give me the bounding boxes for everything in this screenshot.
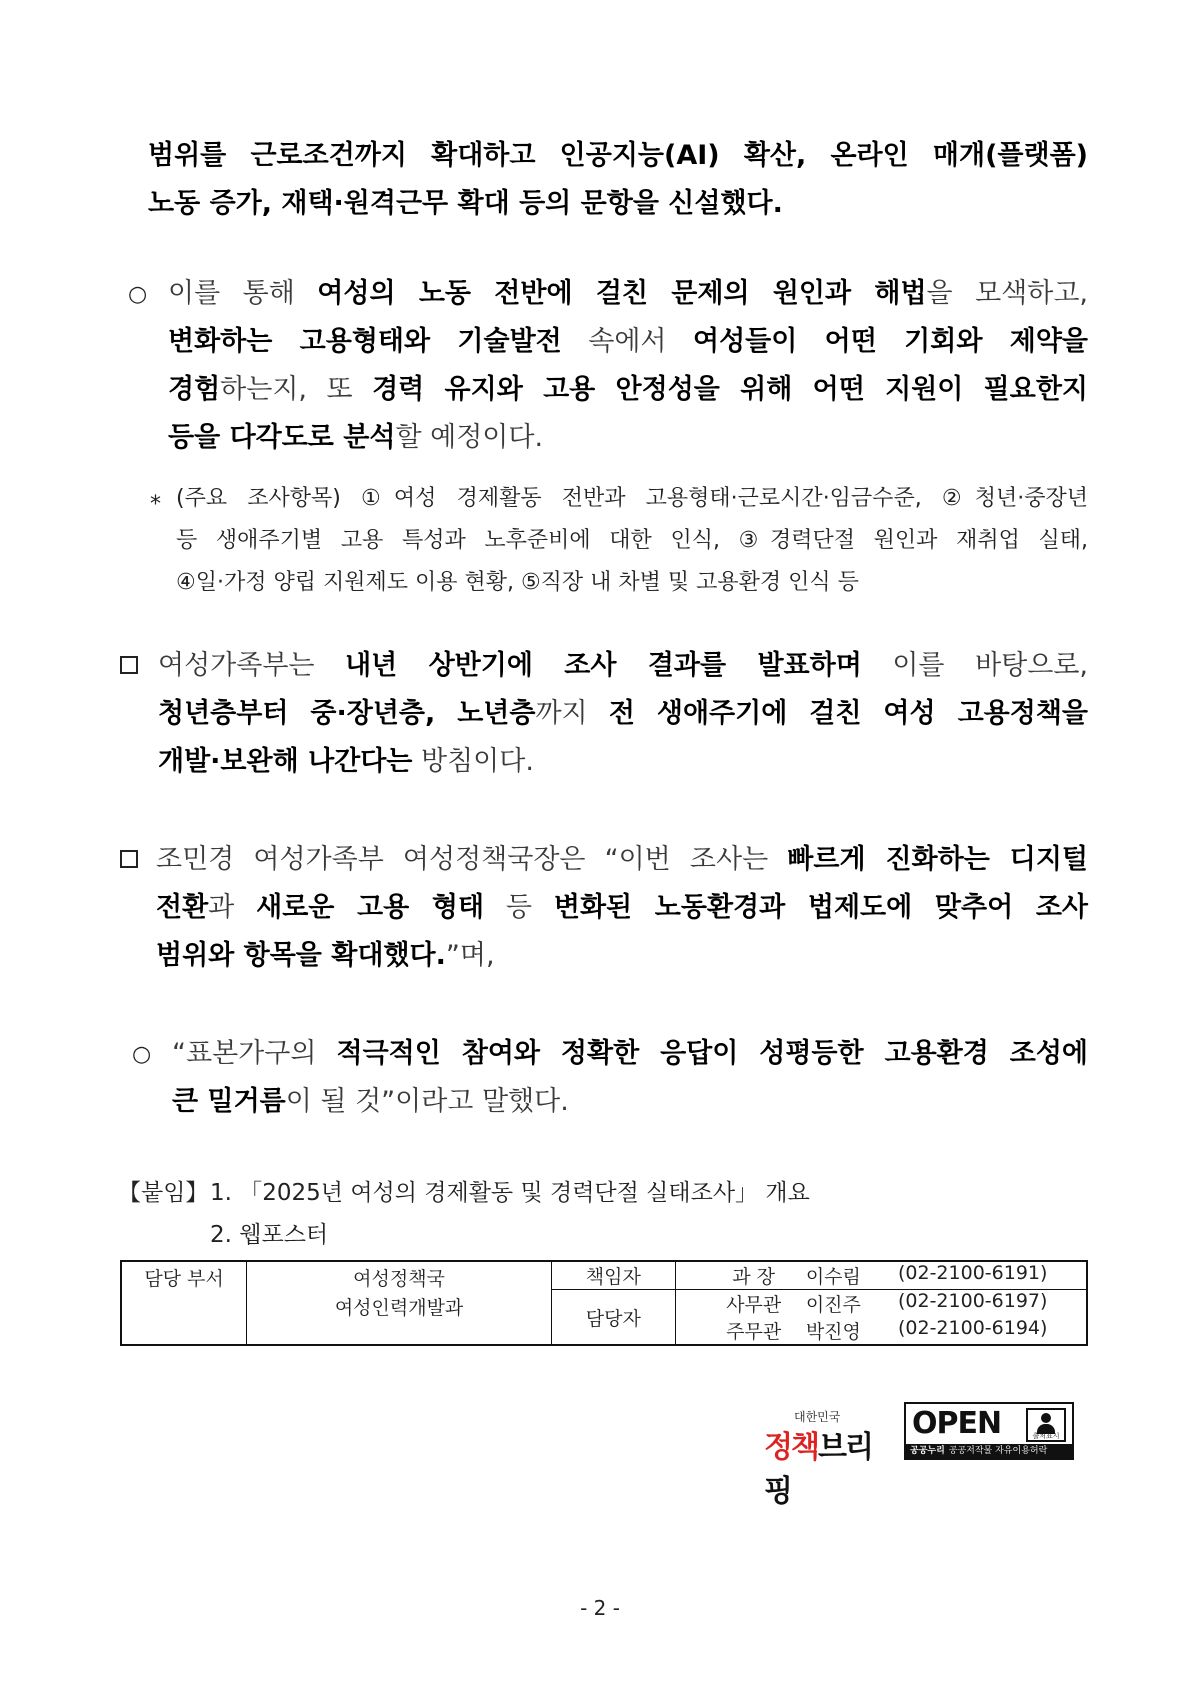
contact-table bbox=[120, 1260, 1088, 1346]
text: 전 생애주기에 걸친 여성 고용정책을 bbox=[608, 698, 1088, 729]
resp-person-cell bbox=[675, 1261, 1087, 1290]
text: 여성들이 어떤 기회와 제약을 bbox=[693, 326, 1088, 357]
person-name: 이진주 bbox=[805, 1294, 861, 1316]
box-bullet bbox=[120, 850, 138, 868]
staff-label: 담당자 bbox=[585, 1307, 641, 1330]
para2-line2 bbox=[168, 324, 1088, 360]
para2-line3 bbox=[168, 372, 1088, 408]
text: 이 될 것”이라고 말했다. bbox=[285, 1086, 569, 1117]
person-title: 주무관 bbox=[726, 1321, 782, 1343]
para3-line3 bbox=[158, 744, 534, 780]
attribution-person-icon bbox=[1026, 1408, 1066, 1442]
person-row bbox=[676, 1290, 1086, 1317]
text: 경험 bbox=[168, 374, 221, 405]
text: 내년 상반기에 조사 결과를 발표하며 bbox=[345, 650, 862, 681]
para5-line2 bbox=[172, 1084, 569, 1120]
person-phone: (02-2100-6194) bbox=[897, 1317, 1048, 1339]
box-bullet bbox=[120, 656, 138, 674]
footnote-line1: (주요 조사항목) ①여성 경제활동 전반과 고용형태·근로시간·임금수준, ②청년·중장년 bbox=[176, 486, 1088, 511]
text: 이를 통해 bbox=[168, 278, 318, 309]
text: 이를 바탕으로, bbox=[861, 650, 1088, 681]
text: 할 예정이다. bbox=[395, 422, 544, 453]
kogl-open-logo bbox=[904, 1402, 1074, 1460]
text: 적극적인 참여와 정확한 응답이 성평등한 고용환경 조성에 bbox=[336, 1038, 1089, 1069]
text: 정책 bbox=[764, 1430, 818, 1465]
text: 등을 다각도로 분석 bbox=[168, 422, 396, 453]
text: 브리핑 bbox=[764, 1430, 872, 1509]
person-name: 이수림 bbox=[805, 1266, 861, 1288]
person-row bbox=[676, 1317, 1086, 1344]
text: 을 모색하고, bbox=[926, 278, 1089, 309]
dept-name-cell bbox=[247, 1261, 552, 1345]
attachment-item-2: 2. 웹포스터 bbox=[210, 1222, 329, 1248]
text: “표본가구의 bbox=[172, 1038, 337, 1069]
text: 범위와 항목을 확대했다. bbox=[156, 940, 446, 971]
text: 개발·보완해 나간다는 bbox=[158, 746, 413, 777]
text: 변화된 노동환경과 법제도에 맞추어 조사 bbox=[553, 892, 1088, 923]
staff-person-cell bbox=[675, 1290, 1087, 1318]
policy-briefing-logo bbox=[764, 1408, 890, 1509]
text: 하는지, 또 bbox=[220, 374, 373, 405]
text: 전환 bbox=[156, 892, 209, 923]
footnote-line2: 등 생애주기별 고용 특성과 노후준비에 대한 인식, ③경력단절 원인과 재취업 실태, bbox=[176, 528, 1088, 553]
page-number: - 2 - bbox=[580, 1596, 620, 1620]
para3-line2 bbox=[158, 696, 1088, 732]
text: 경력 유지와 고용 안정성을 위해 어떤 지원이 필요한지 bbox=[372, 374, 1088, 405]
dept-line2: 여성인력개발과 bbox=[334, 1297, 464, 1319]
text: 조민경 여성가족부 여성정책국장은 “이번 조사는 bbox=[156, 844, 788, 875]
text: 청년층부터 중·장년층, 노년층 bbox=[158, 698, 536, 729]
para2-line1 bbox=[168, 276, 1088, 312]
circle-bullet: ○ bbox=[128, 282, 148, 307]
footnote-line3: ④일·가정 양립 지원제도 이용 현황, ⑤직장 내 차별 및 고용환경 인식 등 bbox=[176, 570, 859, 595]
badge-label: 출처표시 bbox=[1032, 1432, 1060, 1440]
text: 새로운 고용 형태 bbox=[256, 892, 485, 923]
text: 큰 밀거름 bbox=[172, 1086, 286, 1117]
text: 변화하는 고용형태와 기술발전 bbox=[168, 326, 562, 357]
text: 까지 bbox=[535, 698, 609, 729]
person-phone: (02-2100-6197) bbox=[897, 1290, 1048, 1312]
dept-label: 담당 부서 bbox=[144, 1268, 224, 1290]
staff-label-cell bbox=[552, 1290, 676, 1346]
person-phone: (02-2100-6191) bbox=[897, 1262, 1048, 1284]
para3-line1 bbox=[158, 648, 1088, 684]
policy-logo-small-text: 대한민국 bbox=[794, 1410, 841, 1424]
attachments-label: 【붙임】 bbox=[118, 1180, 209, 1206]
para5-line1 bbox=[172, 1036, 1088, 1072]
circle-bullet: ○ bbox=[132, 1042, 152, 1067]
person-title: 사무관 bbox=[726, 1294, 782, 1316]
text: 속에서 bbox=[561, 326, 694, 357]
resp-label-cell bbox=[552, 1261, 676, 1290]
para2-line4 bbox=[168, 420, 543, 456]
staff-person-cell bbox=[675, 1317, 1087, 1345]
person-title: 과 장 bbox=[732, 1266, 776, 1288]
para4-line1 bbox=[156, 842, 1088, 878]
open-logo-strip bbox=[906, 1444, 1072, 1458]
para1-line2: 노동 증가, 재택·원격근무 확대 등의 문항을 신설했다. bbox=[148, 188, 783, 219]
dept-label-cell bbox=[121, 1261, 247, 1345]
text: 여성가족부는 bbox=[158, 650, 346, 681]
person-row bbox=[676, 1262, 1086, 1289]
text: 공공누리 bbox=[910, 1446, 945, 1456]
para4-line3 bbox=[156, 938, 495, 974]
resp-label: 책임자 bbox=[585, 1266, 641, 1288]
text: 공공저작물 자유이용허락 bbox=[948, 1446, 1048, 1456]
para4-line2 bbox=[156, 890, 1088, 926]
attachment-item-1: 1. 「2025년 여성의 경제활동 및 경력단절 실태조사」 개요 bbox=[210, 1180, 810, 1206]
policy-logo-text bbox=[764, 1422, 890, 1510]
para1-line1: 범위를 근로조건까지 확대하고 인공지능(AI) 확산, 온라인 매개(플랫폼) bbox=[148, 140, 1088, 171]
text: 등 bbox=[484, 892, 554, 923]
footnote-mark: * bbox=[150, 492, 161, 517]
text: 빠르게 진화하는 디지털 bbox=[787, 844, 1088, 875]
open-logo-text: OPEN bbox=[912, 1406, 1002, 1441]
text: 과 bbox=[208, 892, 257, 923]
text: 방침이다. bbox=[412, 746, 534, 777]
text: 여성의 노동 전반에 걸친 문제의 원인과 해법 bbox=[317, 278, 927, 309]
person-name: 박진영 bbox=[805, 1321, 861, 1343]
dept-line1: 여성정책국 bbox=[353, 1268, 445, 1290]
text: ”며, bbox=[445, 940, 495, 971]
